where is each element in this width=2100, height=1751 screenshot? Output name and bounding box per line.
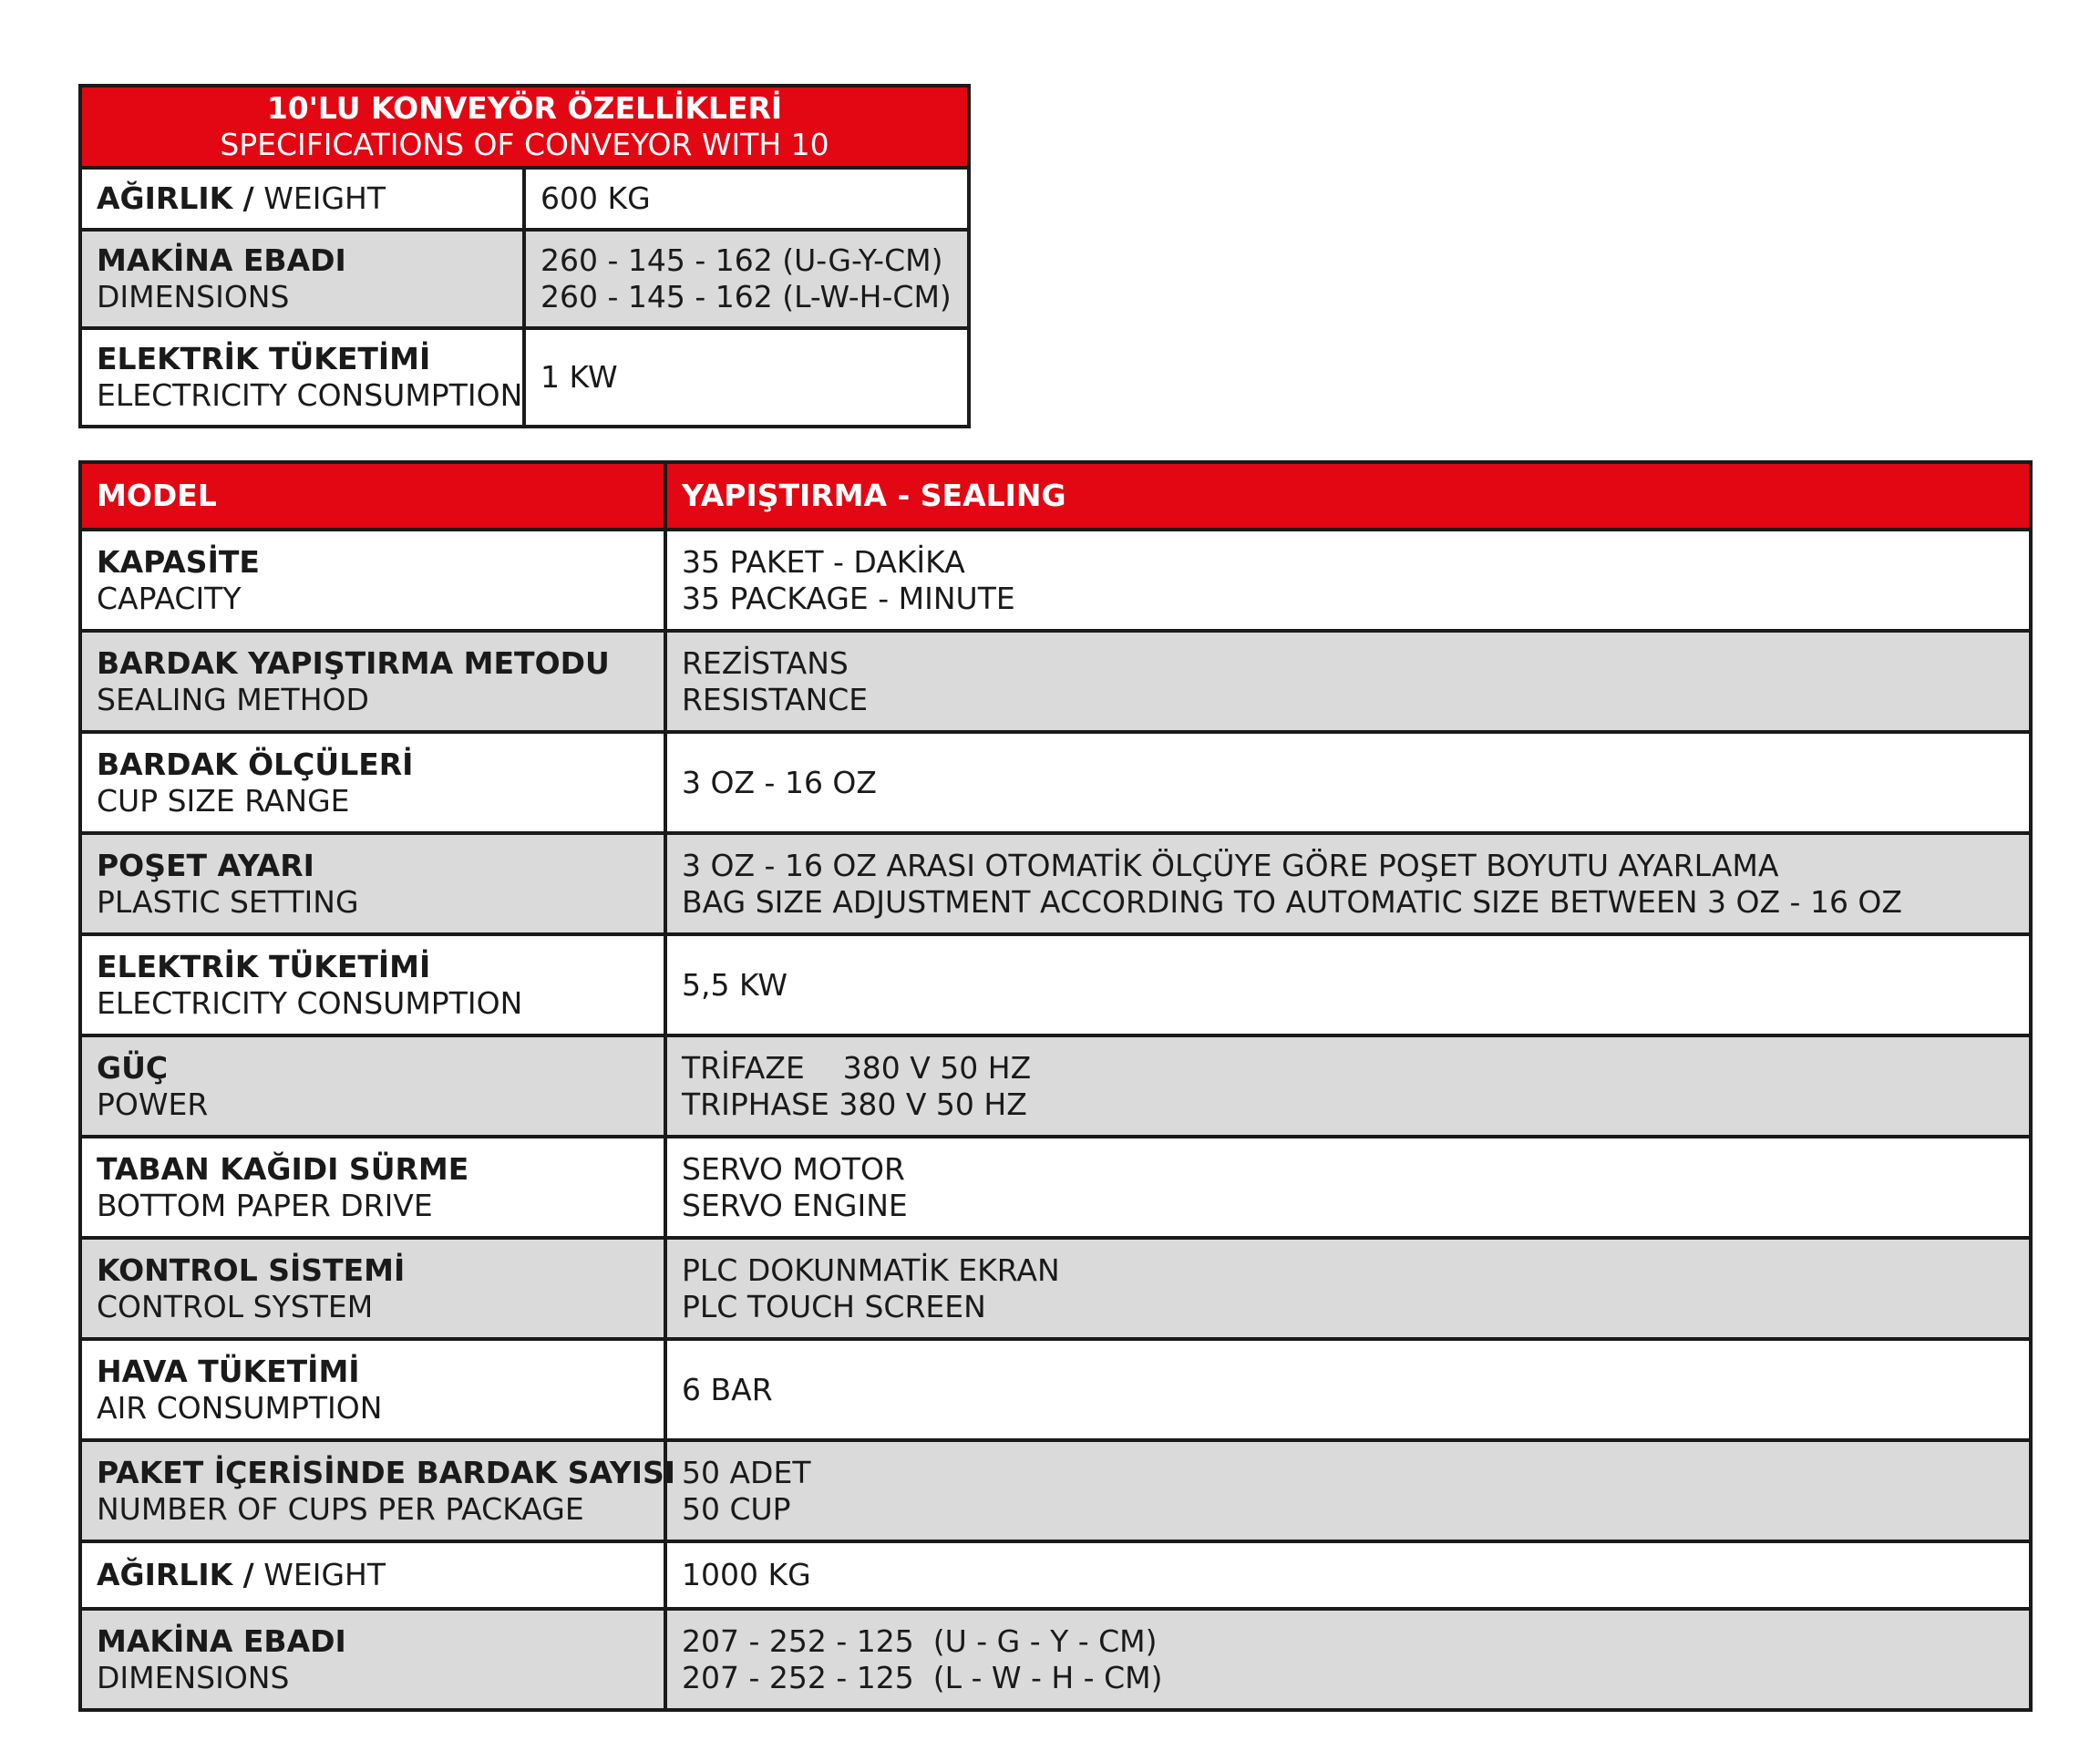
row-value: 260 - 145 - 162 (U-G-Y-CM) 260 - 145 - 162 (L-W-H-CM) [524,230,969,328]
spec-row-sealing-method [80,631,2031,732]
row-value: 600 KG [524,168,969,230]
row-label: POŞET AYARI PLASTIC SETTING [80,833,665,934]
spec-table-header [80,462,2031,530]
row-value: 3 OZ - 16 OZ [665,732,2031,833]
spec-row-power [80,1035,2031,1137]
spec-row-control-system [80,1238,2031,1339]
row-label: PAKET İÇERİSİNDE BARDAK SAYISI NUMBER OF CUPS PER PACKAGE [80,1440,665,1541]
row-label: MAKİNA EBADI DIMENSIONS [80,1609,665,1710]
conveyor-spec-table [78,84,971,428]
spec-row-plastic-setting [80,833,2031,934]
header-value: YAPIŞTIRMA - SEALING [665,462,2031,530]
row-label: ELEKTRİK TÜKETİMİ ELECTRICITY CONSUMPTION [80,934,665,1035]
conveyor-row-weight [80,168,969,230]
row-label: KAPASİTE CAPACITY [80,530,665,631]
spec-row-bottom-paper [80,1137,2031,1238]
row-label: AĞIRLIK / WEIGHT [80,168,524,230]
row-label: TABAN KAĞIDI SÜRME BOTTOM PAPER DRIVE [80,1137,665,1238]
spec-row-dimensions [80,1609,2031,1710]
conveyor-title-en: SPECIFICATIONS OF CONVEYOR WITH 10 [220,127,829,162]
row-value: 50 ADET 50 CUP [665,1440,2031,1541]
row-value: SERVO MOTOR SERVO ENGINE [665,1137,2031,1238]
row-label: ELEKTRİK TÜKETİMİ ELECTRICITY CONSUMPTION [80,328,524,427]
sealing-spec-table [78,460,2033,1712]
row-label: BARDAK YAPIŞTIRMA METODU SEALING METHOD [80,631,665,732]
row-label: BARDAK ÖLÇÜLERİ CUP SIZE RANGE [80,732,665,833]
conveyor-title-tr: 10'LU KONVEYÖR ÖZELLİKLERİ [266,90,783,126]
header-model: MODEL [80,462,665,530]
spec-row-weight [80,1541,2031,1609]
row-value: PLC DOKUNMATİK EKRAN PLC TOUCH SCREEN [665,1238,2031,1339]
row-value: REZİSTANS RESISTANCE [665,631,2031,732]
row-value: 1000 KG [665,1541,2031,1609]
row-label: MAKİNA EBADI DIMENSIONS [80,230,524,328]
row-value: 207 - 252 - 125 (U - G - Y - CM) 207 - 252 - 125 (L - W - H - CM) [665,1609,2031,1710]
spec-row-air [80,1339,2031,1440]
row-value: 6 BAR [665,1339,2031,1440]
spec-row-electricity [80,934,2031,1035]
row-value: 1 KW [524,328,969,427]
conveyor-table-header [80,86,969,168]
conveyor-row-dimensions [80,230,969,328]
row-label: GÜÇ POWER [80,1035,665,1137]
conveyor-row-electricity [80,328,969,427]
spec-row-cup-size [80,732,2031,833]
row-label: HAVA TÜKETİMİ AIR CONSUMPTION [80,1339,665,1440]
row-value: 3 OZ - 16 OZ ARASI OTOMATİK ÖLÇÜYE GÖRE POŞET BOYUTU AYARLAMA BAG SIZE ADJUSTMENT ACCORDING TO AUTOMATIC SIZE BETWEEN 3 OZ - 16 OZ [665,833,2031,934]
spec-row-capacity [80,530,2031,631]
row-value: 35 PAKET - DAKİKA 35 PACKAGE - MINUTE [665,530,2031,631]
row-label: AĞIRLIK / WEIGHT [80,1541,665,1609]
spec-row-cups-per-package [80,1440,2031,1541]
row-value: TRİFAZE 380 V 50 HZ TRIPHASE 380 V 50 HZ [665,1035,2031,1137]
row-value: 5,5 KW [665,934,2031,1035]
row-label: KONTROL SİSTEMİ CONTROL SYSTEM [80,1238,665,1339]
